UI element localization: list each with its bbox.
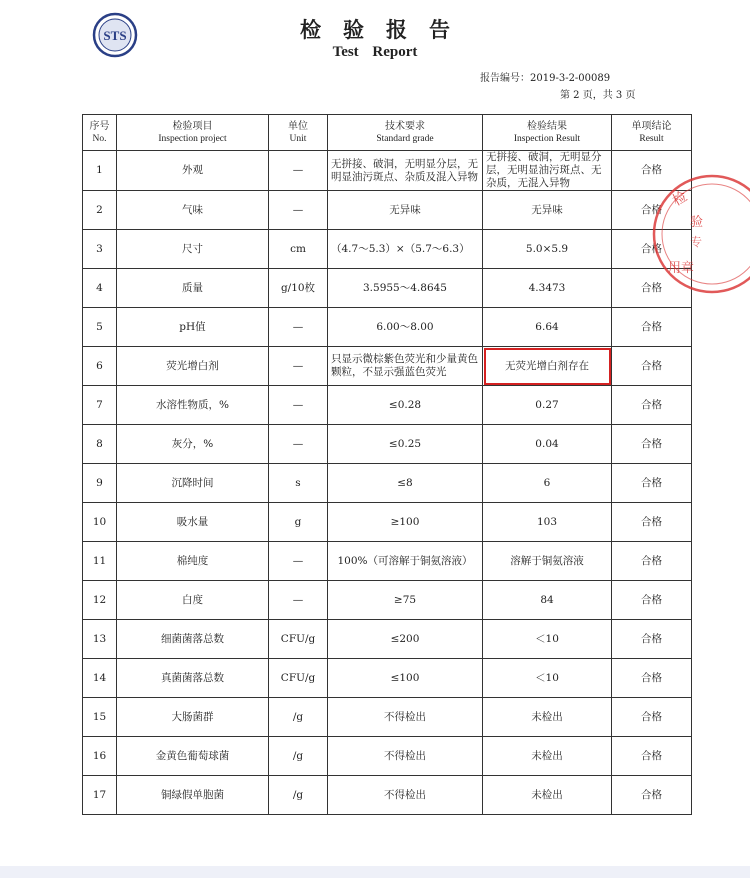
table-row <box>83 737 692 776</box>
svg-text:验: 验 <box>690 215 704 230</box>
unit-cell: — <box>269 581 328 620</box>
column-header <box>612 115 692 151</box>
column-header-cn: 单位 <box>288 120 308 132</box>
inspection-result: 103 <box>483 503 612 542</box>
report-title-cn: 检验报告 <box>300 17 472 42</box>
inspection-result: 未检出 <box>483 737 612 776</box>
table-row <box>83 659 692 698</box>
conclusion-cell: 合格 <box>612 620 692 659</box>
row-number: 12 <box>83 581 117 620</box>
conclusion-cell: 合格 <box>612 542 692 581</box>
inspection-result: 84 <box>483 581 612 620</box>
table-row <box>83 151 692 191</box>
inspection-result: 6 <box>483 464 612 503</box>
standard-grade: 无拼接、破洞，无明显分层，无明显油污斑点、杂质及混入异物 <box>328 151 483 191</box>
column-header-cn: 技术要求 <box>385 120 425 132</box>
standard-grade: ≤200 <box>328 620 483 659</box>
column-header-en: Inspection project <box>158 133 227 144</box>
row-number: 8 <box>83 425 117 464</box>
table-row <box>83 620 692 659</box>
column-header <box>483 115 612 151</box>
column-header-en: Result <box>639 133 664 144</box>
conclusion-cell: 合格 <box>612 230 692 269</box>
conclusion-cell: 合格 <box>612 151 692 191</box>
table-row <box>83 542 692 581</box>
conclusion-cell: 合格 <box>612 698 692 737</box>
row-number: 11 <box>83 542 117 581</box>
row-number: 2 <box>83 191 117 230</box>
standard-grade: 不得检出 <box>328 698 483 737</box>
inspection-item: 水溶性物质，% <box>117 386 269 425</box>
unit-cell: CFU/g <box>269 659 328 698</box>
table-row <box>83 698 692 737</box>
column-header-en: No. <box>92 133 107 144</box>
inspection-item: 细菌菌落总数 <box>117 620 269 659</box>
inspection-table <box>82 114 695 815</box>
unit-cell: /g <box>269 776 328 815</box>
conclusion-cell: 合格 <box>612 659 692 698</box>
standard-grade: 无异味 <box>328 191 483 230</box>
inspection-result: 无异味 <box>483 191 612 230</box>
unit-cell: — <box>269 386 328 425</box>
column-header-cn: 序号 <box>89 120 110 132</box>
row-number: 17 <box>83 776 117 815</box>
unit-cell: — <box>269 191 328 230</box>
standard-grade: （4.7～5.3）×（5.7～6.3） <box>328 230 483 269</box>
column-header <box>269 115 328 151</box>
row-number: 1 <box>83 151 117 191</box>
standard-grade: 不得检出 <box>328 776 483 815</box>
column-header-en: Inspection Result <box>513 133 581 144</box>
inspection-stamp <box>646 164 750 304</box>
unit-cell: /g <box>269 698 328 737</box>
column-header-cn: 单项结论 <box>631 120 672 132</box>
row-number: 14 <box>83 659 117 698</box>
svg-text:专: 专 <box>690 235 703 249</box>
inspection-result: 无拼接、破洞，无明显分层，无明显油污斑点、无杂质，无混入异物 <box>483 151 612 191</box>
unit-cell: g/10枚 <box>269 269 328 308</box>
standard-grade: 100%（可溶解于铜氨溶液） <box>328 542 483 581</box>
inspection-item: 白度 <box>117 581 269 620</box>
standard-grade: 不得检出 <box>328 737 483 776</box>
conclusion-cell: 合格 <box>612 581 692 620</box>
unit-cell: — <box>269 308 328 347</box>
inspection-item: 沉降时间 <box>117 464 269 503</box>
row-number: 15 <box>83 698 117 737</box>
row-number: 10 <box>83 503 117 542</box>
unit-cell: cm <box>269 230 328 269</box>
standard-grade: ≥75 <box>328 581 483 620</box>
standard-grade: 3.5955～4.8645 <box>328 269 483 308</box>
conclusion-cell: 合格 <box>612 464 692 503</box>
table-row <box>83 425 692 464</box>
inspection-result: 溶解于铜氨溶液 <box>483 542 612 581</box>
row-number: 5 <box>83 308 117 347</box>
table-row <box>83 581 692 620</box>
conclusion-cell: 合格 <box>612 191 692 230</box>
inspection-result: 4.3473 <box>483 269 612 308</box>
inspection-item: 真菌菌落总数 <box>117 659 269 698</box>
row-number: 6 <box>83 347 117 386</box>
unit-cell: CFU/g <box>269 620 328 659</box>
page-number: 第 2 页，共 3 页 <box>560 90 636 101</box>
inspection-result: 未检出 <box>483 698 612 737</box>
table-row <box>83 464 692 503</box>
inspection-result: 0.04 <box>483 425 612 464</box>
inspection-item: 吸水量 <box>117 503 269 542</box>
inspection-item: 大肠菌群 <box>117 698 269 737</box>
inspection-item: pH值 <box>117 308 269 347</box>
column-header-cn: 检验项目 <box>172 120 213 132</box>
inspection-item: 外观 <box>117 151 269 191</box>
svg-text:用章: 用章 <box>668 261 695 276</box>
table-row <box>83 230 692 269</box>
table-header-row <box>83 115 692 151</box>
report-title-en: Test Report <box>332 44 418 60</box>
row-number: 3 <box>83 230 117 269</box>
standard-grade: 6.00～8.00 <box>328 308 483 347</box>
conclusion-cell: 合格 <box>612 347 692 386</box>
standard-grade: ≤100 <box>328 659 483 698</box>
unit-cell: — <box>269 542 328 581</box>
inspection-item: 荧光增白剂 <box>117 347 269 386</box>
row-number: 9 <box>83 464 117 503</box>
inspection-result: ＜10 <box>483 659 612 698</box>
row-number: 13 <box>83 620 117 659</box>
conclusion-cell: 合格 <box>612 503 692 542</box>
column-header <box>83 115 117 151</box>
table-row <box>83 386 692 425</box>
inspection-result: 6.64 <box>483 308 612 347</box>
column-header-cn: 检验结果 <box>527 120 567 132</box>
unit-cell: — <box>269 151 328 191</box>
highlighted-result: 无荧光增白剂存在 <box>483 347 612 386</box>
column-header <box>117 115 269 151</box>
table-body <box>83 151 695 815</box>
unit-cell: g <box>269 503 328 542</box>
unit-cell: — <box>269 347 328 386</box>
inspection-item: 质量 <box>117 269 269 308</box>
table-row <box>83 191 692 230</box>
conclusion-cell: 合格 <box>612 776 692 815</box>
conclusion-cell: 合格 <box>612 425 692 464</box>
inspection-result: 0.27 <box>483 386 612 425</box>
inspection-result: 5.0×5.9 <box>483 230 612 269</box>
inspection-item: 金黄色葡萄球菌 <box>117 737 269 776</box>
logo-text: STS <box>103 28 127 43</box>
row-number: 16 <box>83 737 117 776</box>
row-number: 4 <box>83 269 117 308</box>
standard-grade: ≥100 <box>328 503 483 542</box>
standard-grade: ≤0.28 <box>328 386 483 425</box>
table-row <box>83 776 692 815</box>
inspection-item: 气味 <box>117 191 269 230</box>
conclusion-cell: 合格 <box>612 269 692 308</box>
conclusion-cell: 合格 <box>612 737 692 776</box>
table-row <box>83 503 692 542</box>
bottom-band <box>0 866 750 878</box>
table-row <box>83 269 692 308</box>
table-row <box>83 308 692 347</box>
standard-grade: ≤8 <box>328 464 483 503</box>
unit-cell: — <box>269 425 328 464</box>
standard-grade: 只显示微棕紫色荧光和少量黄色颗粒，不显示强蓝色荧光 <box>328 347 483 386</box>
conclusion-cell: 合格 <box>612 386 692 425</box>
inspection-item: 灰分，% <box>117 425 269 464</box>
row-number: 7 <box>83 386 117 425</box>
standard-grade: ≤0.25 <box>328 425 483 464</box>
column-header-en: Unit <box>289 133 307 144</box>
unit-cell: s <box>269 464 328 503</box>
column-header-en: Standard grade <box>376 133 434 144</box>
inspection-item: 铜绿假单胞菌 <box>117 776 269 815</box>
inspection-result: 未检出 <box>483 776 612 815</box>
svg-text:检: 检 <box>670 188 691 210</box>
report-number: 报告编号：2019-3-2-00089 <box>480 73 611 84</box>
column-header <box>328 115 483 151</box>
inspection-item: 棉纯度 <box>117 542 269 581</box>
unit-cell: /g <box>269 737 328 776</box>
inspection-result: ＜10 <box>483 620 612 659</box>
inspection-item: 尺寸 <box>117 230 269 269</box>
table-row <box>83 347 692 386</box>
conclusion-cell: 合格 <box>612 308 692 347</box>
